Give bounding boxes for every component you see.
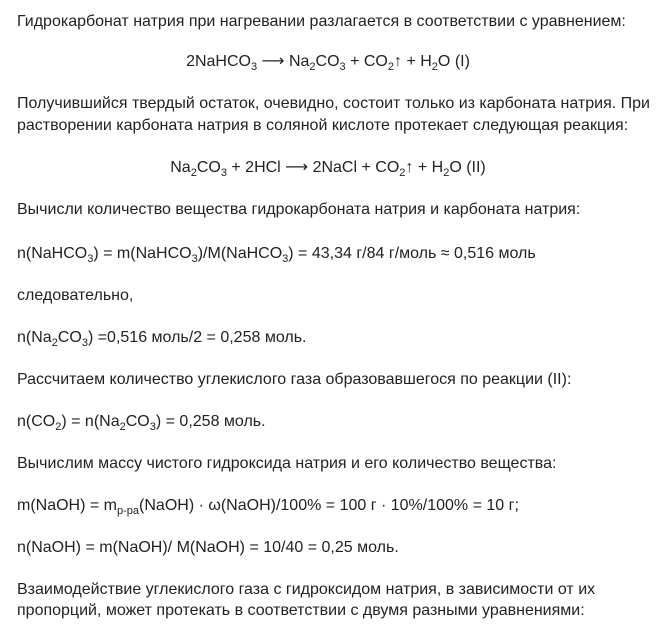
eq2-part: O (II)	[449, 159, 486, 176]
formula-n-naoh: n(NaOH) = m(NaOH)/ M(NaOH) = 10/40 = 0,25 моль.	[17, 539, 399, 556]
f3-part: ) = n(Na	[61, 413, 120, 430]
f1-part: )/M(NaHCO	[197, 245, 283, 262]
paragraph-calc-amount: Вычисли количество вещества гидрокарбоната натрия и карбоната натрия:	[17, 201, 581, 218]
text-therefore: следовательно,	[17, 287, 134, 304]
f2-part: n(Na	[17, 329, 52, 346]
formula-n-co2	[17, 412, 266, 432]
eq2-subscript: 3	[220, 167, 227, 179]
paragraph-interaction-line-2: пропорций, может протекать в соответствии с двумя разными уравнениями:	[17, 602, 585, 619]
eq1-part: 2NaHCO	[186, 53, 251, 70]
paragraph-residue-line-1: Получившийся твердый остаток, очевидно, состоит только из карбоната натрия. При	[17, 95, 650, 112]
f1-part: ) = m(NaHCO	[93, 245, 192, 262]
eq1-part: O (I)	[437, 53, 470, 70]
f2-part: ) =0,516 моль/2 = 0,258 моль.	[87, 329, 307, 346]
f1-part: n(NaHCO	[17, 245, 88, 262]
f1-part: ) = 43,34 г/84 г/моль ≈ 0,516 моль	[288, 245, 536, 262]
eq1-subscript: 3	[250, 61, 258, 73]
f1-subscript: 3	[282, 253, 289, 265]
f1-subscript: 3	[191, 253, 198, 265]
f3-part: ) = 0,258 моль.	[155, 413, 266, 430]
eq2-subscript: 2	[190, 167, 197, 179]
paragraph-calc-naoh: Вычислим массу чистого гидроксида натрия и его количество вещества:	[17, 455, 557, 472]
eq2-part: Na	[170, 159, 191, 176]
eq1-part: ↑ + H	[394, 53, 432, 70]
f1-subscript: 3	[87, 253, 94, 265]
paragraph-interaction-line-1: Взаимодействие углекислого газа с гидроксидом натрия, в зависимости от их	[17, 581, 596, 598]
paragraph-residue-line-2: растворении карбоната натрия в соляной кислоте протекает следующая реакция:	[17, 117, 629, 134]
eq2-part: ↑ + H	[405, 159, 444, 176]
f3-part: CO	[125, 413, 150, 430]
eq2-part: CO	[196, 159, 221, 176]
f3-subscript: 3	[149, 421, 156, 433]
eq2-subscript: 2	[399, 167, 406, 179]
eq1-subscript: 2	[309, 61, 316, 73]
f3-subscript: 2	[55, 421, 62, 433]
eq2-subscript: 2	[443, 167, 450, 179]
eq1-subscript: 3	[339, 61, 346, 73]
formula-n-nahco3	[17, 244, 536, 264]
formula-m-naoh	[17, 496, 519, 516]
f3-part: n(CO	[17, 413, 56, 430]
f2-part: CO	[57, 329, 82, 346]
f4-subscript: р-ра	[117, 505, 140, 517]
formula-n-na2co3	[17, 328, 306, 348]
paragraph-calc-co2: Рассчитаем количество углекислого газа образовавшегося по реакции (II):	[17, 371, 572, 388]
f4-part: m(NaOH) = m	[17, 497, 117, 514]
equation-1	[0, 52, 656, 72]
equation-2	[0, 158, 656, 178]
eq2-part: + 2HCl ⟶ 2NaCl + CO	[226, 159, 400, 176]
eq1-subscript: 2	[431, 61, 438, 73]
f2-subscript: 2	[51, 337, 58, 349]
eq1-part: ⟶ Na	[257, 53, 310, 70]
paragraph-decomposition-intro: Гидрокарбонат натрия при нагревании разлагается в соответствии с уравнением:	[17, 13, 626, 30]
f2-subscript: 3	[81, 337, 88, 349]
eq1-part: + CO	[345, 53, 388, 70]
f4-part: (NaOH) · ω(NaOH)/100% = 100 г · 10%/100% = 10 г;	[139, 497, 519, 514]
f3-subscript: 2	[119, 421, 126, 433]
eq1-part: CO	[315, 53, 340, 70]
eq1-subscript: 2	[387, 61, 394, 73]
